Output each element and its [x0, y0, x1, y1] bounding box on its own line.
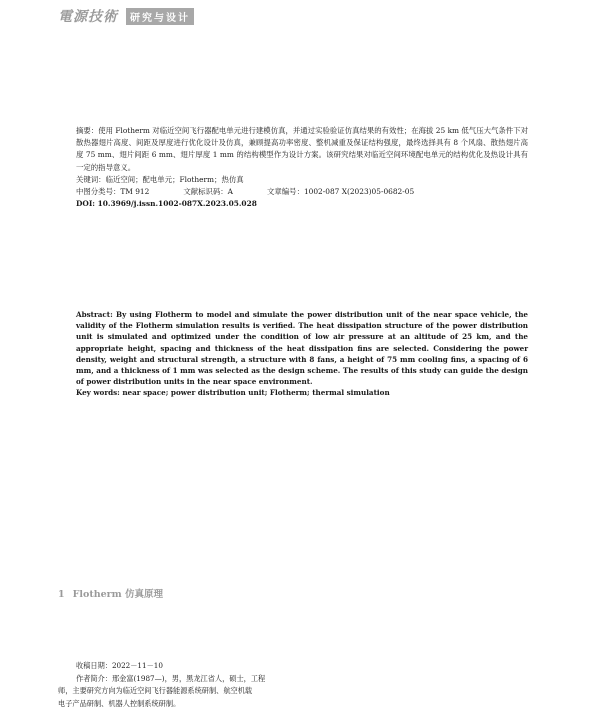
- section-number: 1: [58, 589, 65, 600]
- abstract-en-text: Abstract: By using Flotherm to model and simulate the power distribution unit of the near space vehicle, the validity of the Flotherm simulation results is verified. The heat dissipation structure of the power distribution unit is simulated and optimized under the condition of low air pressure at an altitude of 25 km, and the appropriate height, spacing and thickness of the heat dissipation fins are selected. Considering the power density, weight and structural strength, a structure with 8 fans, a height of 75 mm cooling fins, a spacing of 6 mm, and a thickness of 1 mm was selected as the design scheme. The results of this study can guide the design of power distribution units in the near space environment.: [76, 310, 528, 387]
- english-abstract: [76, 309, 528, 399]
- doi: DOI: 10.3969/j.issn.1002-087X.2023.05.028: [76, 199, 257, 209]
- journal-header: [58, 6, 194, 26]
- keywords-en: Key words: near space; power distribution unit; Flotherm; thermal simulation: [76, 388, 390, 398]
- section-tag: 研究与设计: [126, 8, 194, 25]
- section-title: Flotherm 仿真原理: [72, 589, 164, 600]
- article-number: 文章编号：1002-087 X(2023)05-0682-05: [267, 187, 415, 197]
- clc-number: 中图分类号：TM 912: [76, 187, 150, 197]
- abstract-cn-text: 摘要：使用 Flotherm 对临近空间飞行器配电单元进行建模仿真，并通过实验验证仿真结果的有效性；在海拔 25 km 低气压大气条件下对散热器翅片高度、间距及厚度进行优化设计及仿真，兼顾提高功率密度、整机减重及保证结构强度，最终选择具有 8 个风扇、散热翅片高度 75 mm、翅片间距 6 mm、翅片厚度 1 mm 的结构模型作为设计方案。该研究结果对临近空间环境配电单元的结构优化及热设计具有一定的指导意义。: [76, 126, 528, 172]
- author-bio-line-2: 师，主要研究方向为临近空间飞行器能源系统研制、航空机载: [58, 686, 253, 695]
- received-date: 收稿日期：2022－11－10: [76, 661, 163, 670]
- author-bio-line-3: 电子产品研制、机器人控制系统研制。: [58, 698, 181, 708]
- document-code: 文献标识码：A: [183, 187, 233, 197]
- keywords-cn: 关键词：临近空间；配电单元；Flotherm；热仿真: [76, 174, 244, 184]
- classification-line: [76, 186, 528, 198]
- chinese-abstract: [76, 125, 528, 210]
- journal-brand: 電源技術: [58, 9, 118, 25]
- footnote: [58, 660, 308, 710]
- author-bio-line-1: 作者简介：邢金富(1987—)，男，黑龙江省人，硕士，工程: [76, 673, 266, 683]
- section-heading: [58, 586, 163, 600]
